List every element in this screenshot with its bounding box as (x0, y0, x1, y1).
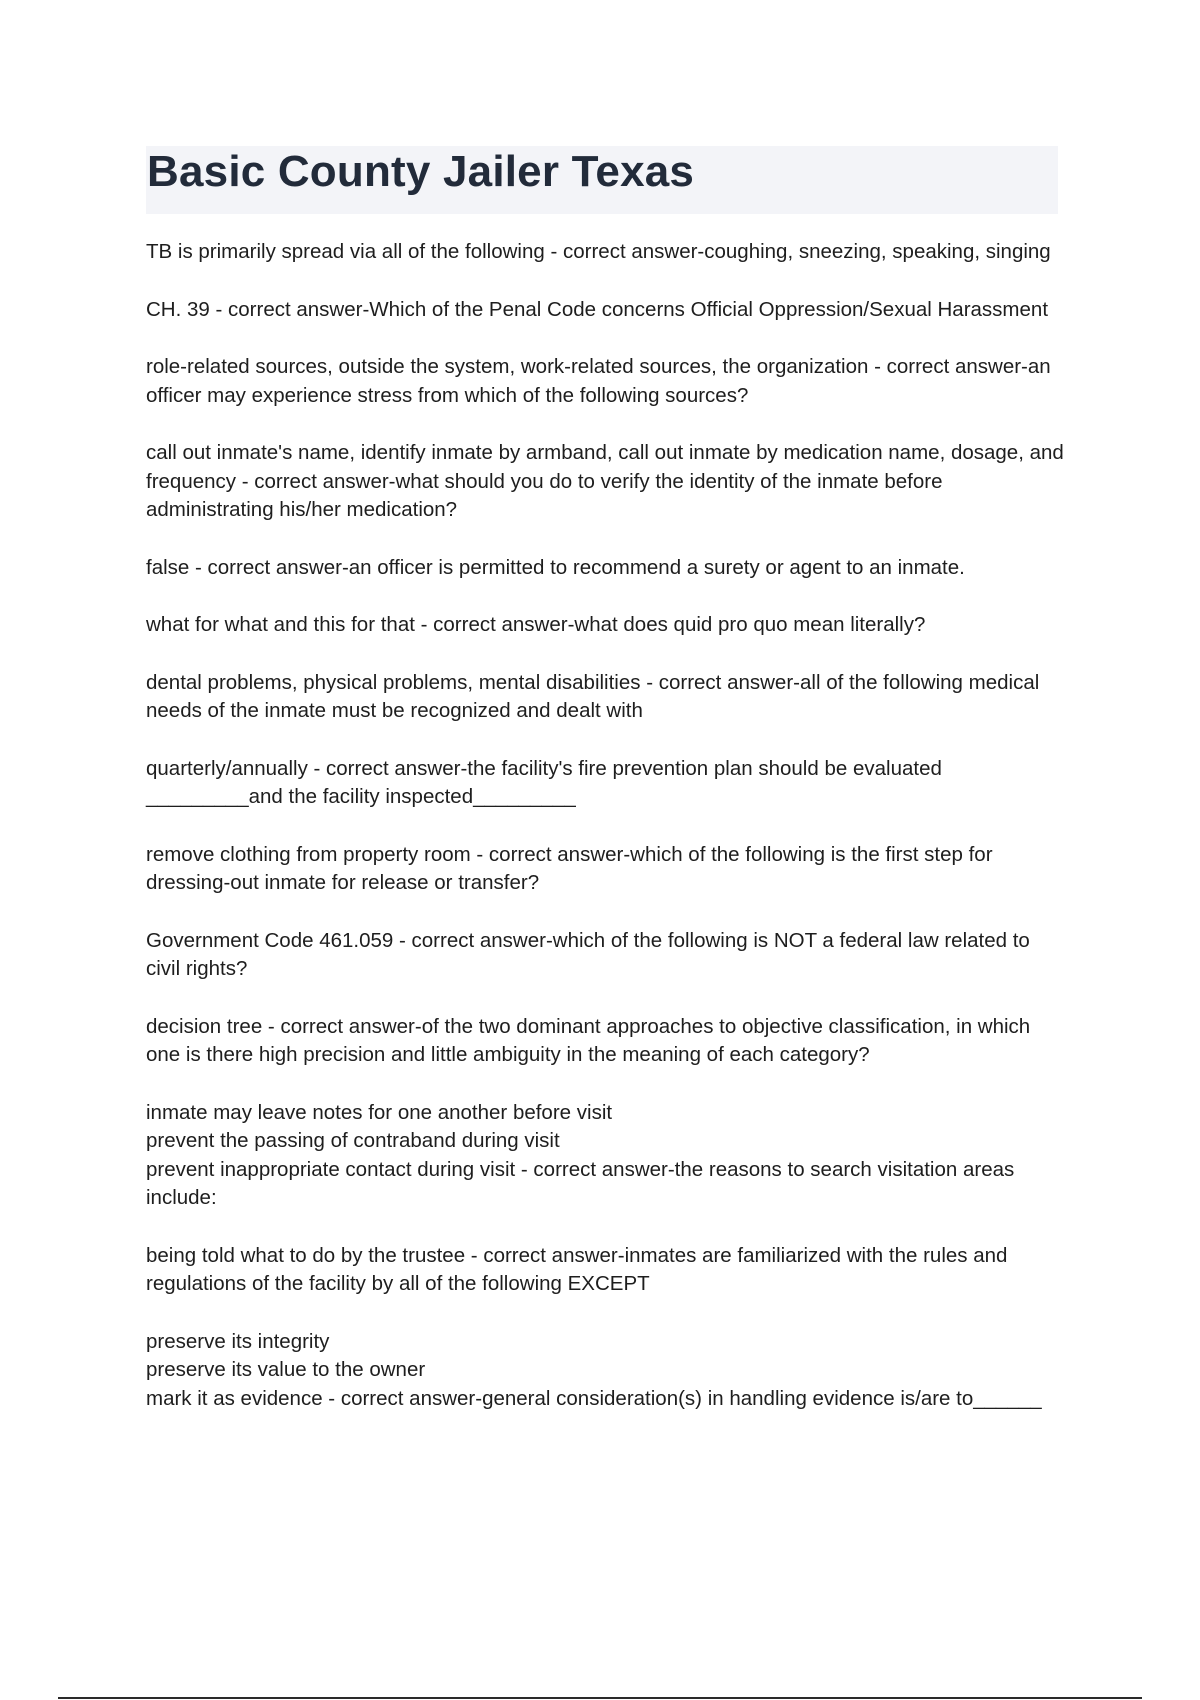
qa-item: decision tree - correct answer-of the two dominant approaches to objective classification, in which one is there high precision and little ambiguity in the meaning of each category? (146, 1014, 1031, 1066)
qa-item: dental problems, physical problems, mental disabilities - correct answer-all of the following medical needs of the inmate must be recognized and dealt with (146, 670, 1040, 722)
qa-item: preserve its integrity preserve its value to the owner mark it as evidence - correct answer-general consideration(s) in handling evidence is/are to______ (146, 1329, 1042, 1410)
qa-item: quarterly/annually - correct answer-the facility's fire prevention plan should be evaluated _________and the facility inspected_________ (146, 756, 942, 808)
qa-item: CH. 39 - correct answer-Which of the Penal Code concerns Official Oppression/Sexual Harassment (146, 297, 1049, 321)
qa-item: call out inmate's name, identify inmate by armband, call out inmate by medication name, dosage, and frequency - correct answer-what should you do to verify the identity of the inmate before administrating his/her medication? (146, 441, 1064, 521)
qa-item: TB is primarily spread via all of the following - correct answer-coughing, sneezing, speaking, singing (146, 240, 1051, 263)
qa-list (146, 238, 1066, 1442)
qa-item: Government Code 461.059 - correct answer-which of the following is NOT a federal law related to civil rights? (146, 928, 1030, 980)
qa-item: remove clothing from property room - correct answer-which of the following is the first step for dressing-out inmate for release or transfer? (146, 842, 993, 894)
qa-item: inmate may leave notes for one another before visit prevent the passing of contraband during visit prevent inappropriate contact during visit - correct answer-the reasons to search visitation areas include: (146, 1100, 1015, 1209)
qa-item: what for what and this for that - correct answer-what does quid pro quo mean literally? (146, 613, 926, 636)
page-title: Basic County Jailer Texas (147, 147, 695, 196)
qa-item: being told what to do by the trustee - correct answer-inmates are familiarized with the rules and regulations of the facility by all of the following EXCEPT (146, 1243, 1008, 1295)
qa-item: false - correct answer-an officer is permitted to recommend a surety or agent to an inmate. (146, 555, 965, 579)
qa-item: role-related sources, outside the system, work-related sources, the organization - correct answer-an officer may experience stress from which of the following sources? (146, 355, 1051, 407)
footer-divider (58, 1697, 1142, 1699)
